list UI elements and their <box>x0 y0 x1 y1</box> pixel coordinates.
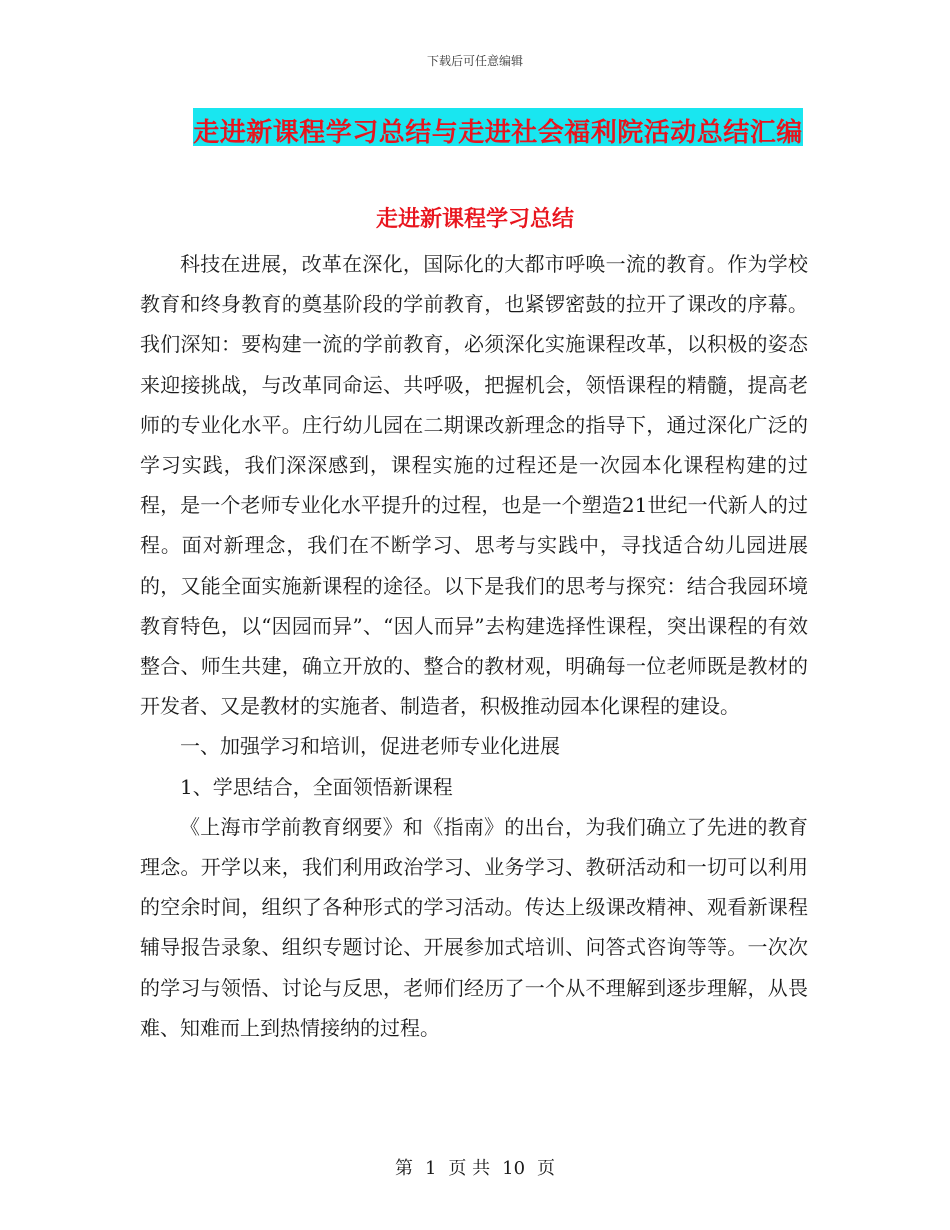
document-title: 走进新课程学习总结与走进社会福利院活动总结汇编 <box>193 118 803 148</box>
paragraph: 1、学思结合，全面领悟新课程 <box>180 774 453 799</box>
section-title: 走进新课程学习总结 <box>375 207 574 232</box>
paragraph: 科技在进展，改革在深化，国际化的大都市呼唤一流的教育。作为学校教育和终身教育的奠基阶段的学前教育，也紧锣密鼓的拉开了课改的序幕。我们深知：要构建一流的学前教育，必须深化实施课程改革，以积极的姿态来迎接挑战，与改革同命运、共呼吸，把握机会，领悟课程的精髓，提高老师的专业化水平。庄行幼儿园在二期课改新理念的指导下，通过深化广泛的学习实践，我们深深感到，课程实施的过程还是一次园本化课程构建的过程，是一个老师专业化水平提升的过程，也是一个塑造21世纪一代新人的过程。面对新理念，我们在不断学习、思考与实践中，寻找适合幼儿园进展的，又能全面实施新课程的途径。以下是我们的思考与探究：结合我园环境教育特色，以“因园而异”、“因人而异”去构建选择性课程，突出课程的有效整合、师生共建，确立开放的、整合的教材观，明确每一位老师既是教材的开发者、又是教材的实施者、制造者，积极推动园本化课程的建设。 <box>140 252 808 719</box>
footer-mid: 页 共 <box>448 1158 491 1179</box>
header-note: 下载后可任意编辑 <box>426 54 523 68</box>
page-number: 1 <box>424 1158 437 1179</box>
total-pages: 10 <box>502 1158 526 1179</box>
paragraph: 一、加强学习和培训，促进老师专业化进展 <box>180 734 560 759</box>
page-footer <box>0 1154 950 1180</box>
paragraph: 《上海市学前教育纲要》和《指南》的出台，为我们确立了先进的教育理念。开学以来，我们利用政治学习、业务学习、教研活动和一切可以利用的空余时间，组织了各种形式的学习活动。传达上级课改精神、观看新课程辅导报告录象、组织专题讨论、开展参加式培训、问答式咨询等等。一次次的学习与领悟、讨论与反思，老师们经历了一个从不理解到逐步理解，从畏难、知难而上到热情接纳的过程。 <box>140 814 808 1040</box>
footer-prefix: 第 <box>394 1158 413 1179</box>
document-body <box>140 244 808 1048</box>
footer-suffix: 页 <box>537 1158 556 1179</box>
